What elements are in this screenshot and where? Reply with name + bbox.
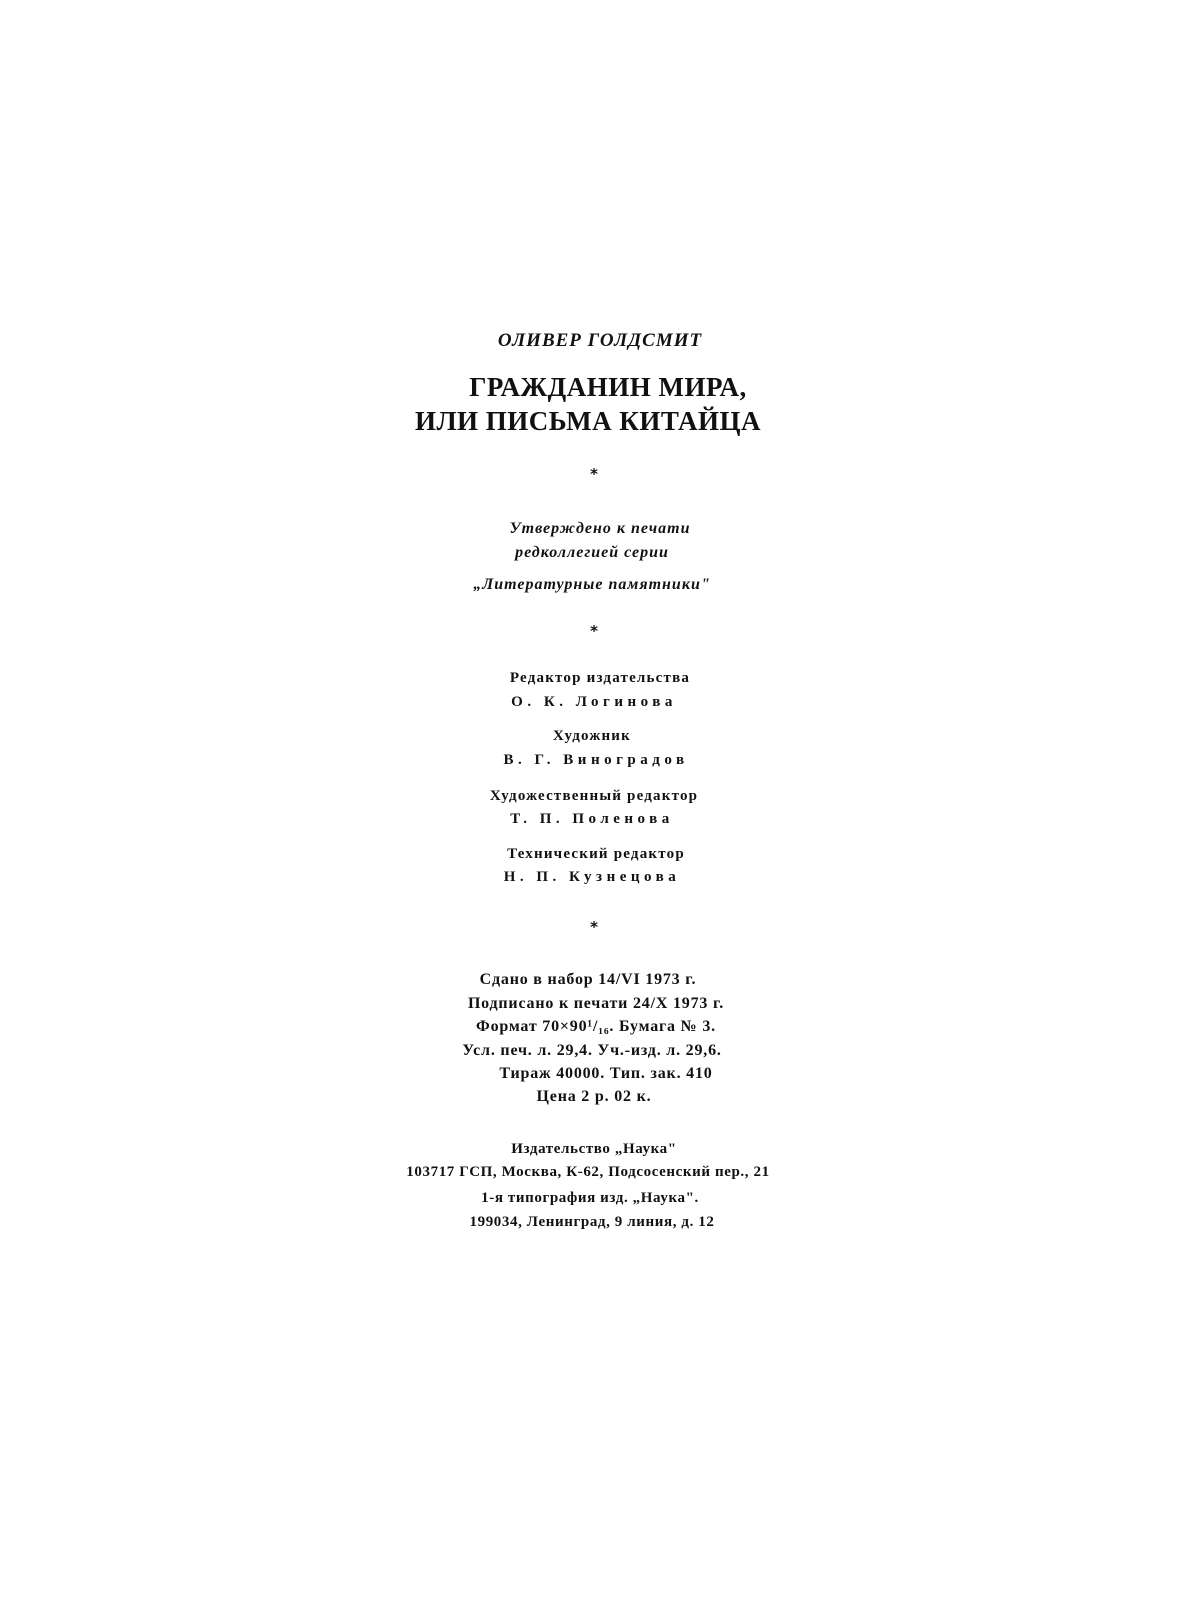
- credit-role-technical-editor: Технический редактор: [507, 846, 685, 862]
- credit-name-publishing-editor: О. К. Логинова: [511, 694, 677, 710]
- publisher-name: Издательство „Наука": [511, 1141, 677, 1157]
- separator-asterisk: *: [590, 465, 598, 483]
- separator-asterisk: *: [590, 622, 598, 640]
- credit-name-artist: В. Г. Виноградов: [503, 752, 689, 768]
- imprint-format: Формат 70×90¹/₁₆. Бумага № 3.: [476, 1018, 716, 1035]
- separator-asterisk: *: [590, 918, 598, 936]
- credit-role-artist: Художник: [553, 728, 631, 744]
- book-title-line-2: ИЛИ ПИСЬМА КИТАЙЦА: [414, 406, 762, 436]
- imprint-print-date: Подписано к печати 24/X 1973 г.: [467, 995, 725, 1012]
- book-title-line-1: ГРАЖДАНИН МИРА,: [469, 372, 747, 402]
- approval-line-3: „Литературные памятники": [473, 576, 711, 593]
- imprint-typeset-date: Сдано в набор 14/VI 1973 г.: [479, 971, 697, 988]
- author-name: ОЛИВЕР ГОЛДСМИТ: [497, 330, 703, 351]
- credit-role-publishing-editor: Редактор издательства: [509, 670, 691, 686]
- approval-line-1: Утверждено к печати: [509, 520, 691, 537]
- printing-house-name: 1-я типография изд. „Наука".: [481, 1190, 699, 1206]
- approval-line-2: редколлегией серии: [515, 544, 669, 561]
- printing-house-address: 199034, Ленинград, 9 линия, д. 12: [469, 1214, 715, 1230]
- credit-role-art-editor: Художественный редактор: [489, 788, 699, 804]
- imprint-sheets: Усл. печ. л. 29,4. Уч.-изд. л. 29,6.: [462, 1042, 722, 1059]
- publisher-address: 103717 ГСП, Москва, К-62, Подсосенский пер., 21: [406, 1164, 770, 1180]
- credit-name-art-editor: Т. П. Поленова: [510, 811, 674, 827]
- imprint-print-run: Тираж 40000. Тип. зак. 410: [499, 1065, 713, 1082]
- credit-name-technical-editor: Н. П. Кузнецова: [503, 869, 681, 885]
- imprint-price: Цена 2 р. 02 к.: [536, 1088, 652, 1105]
